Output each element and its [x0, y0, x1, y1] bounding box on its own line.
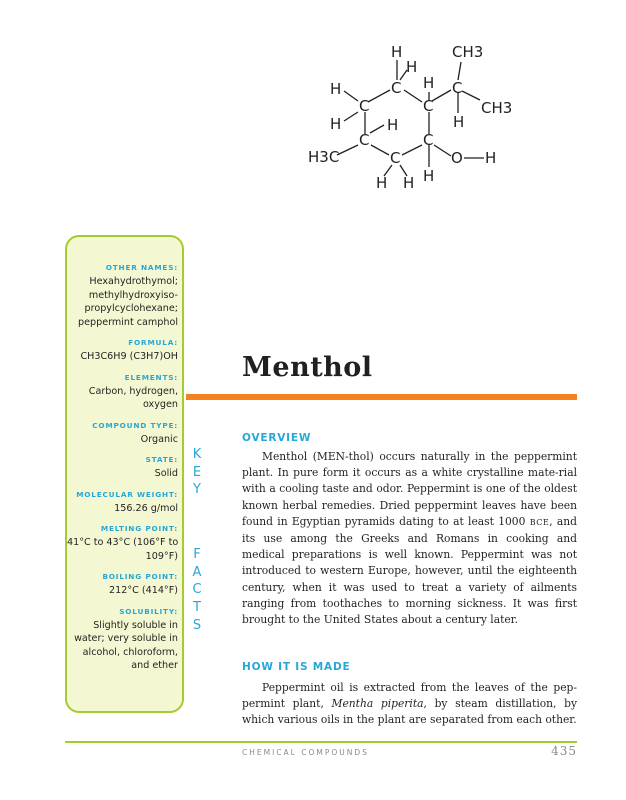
species-name: Mentha piperita — [331, 697, 424, 711]
atom-h: H — [406, 58, 418, 76]
bond — [432, 90, 451, 101]
fact-value-line: oxygen — [142, 399, 178, 410]
methyl-group-top: CH3 — [452, 43, 484, 61]
era-abbreviation: BCE — [529, 517, 550, 527]
fact-value — [67, 385, 178, 412]
atom-c: C — [391, 79, 402, 97]
bond — [344, 112, 358, 121]
fact-elements — [67, 373, 178, 412]
fact-value: 156.26 g/mol — [114, 502, 178, 514]
bond — [371, 145, 389, 155]
fact-other-names — [67, 263, 178, 329]
fact-value — [67, 275, 178, 329]
fact-formula — [67, 338, 178, 364]
fact-label: SOLUBILITY: — [119, 606, 178, 616]
fact-solubility — [67, 607, 178, 673]
atom-h: H — [330, 115, 342, 133]
atom-c: C — [423, 131, 434, 149]
bond — [458, 62, 461, 80]
fact-molecular-weight — [67, 490, 178, 516]
section-heading-overview: OVERVIEW — [242, 432, 312, 444]
overview-text: Menthol (MEN-thol) occurs naturally in the peppermint plant. In pure form it occurs as a white crystalline mate-rial with a cooling taste and odor. Peppermint is one of the oldest known herbal remedies. Dried peppermint leaves have been found in Egyptian pyramids dating to at least 1000 — [242, 450, 577, 528]
atom-c: C — [423, 97, 434, 115]
overview-paragraph — [242, 449, 577, 628]
bond — [337, 145, 358, 155]
atom-h: H — [453, 113, 465, 131]
fact-label: MELTING POINT: — [100, 524, 178, 533]
fact-state — [67, 455, 178, 481]
fact-value-line: Slightly soluble in — [93, 619, 178, 631]
bond — [370, 125, 384, 133]
fact-value-line: alcohol, chloroform, — [82, 646, 178, 658]
footer-divider — [65, 741, 577, 743]
fact-compound-type — [67, 421, 178, 447]
atom-h: H — [485, 149, 497, 167]
methyl-group-left: H3C — [308, 148, 340, 166]
atom-h: H — [423, 167, 435, 185]
fact-value-line: water; very soluble in — [74, 633, 178, 644]
key-facts-word: FACTS — [192, 546, 202, 633]
fact-value-line: and ether — [131, 660, 178, 671]
atom-h: H — [376, 174, 388, 192]
atom-c: C — [359, 131, 370, 149]
atom-c: C — [452, 79, 463, 97]
fact-label: BOILING POINT: — [102, 572, 178, 581]
fact-value-line: 109°F) — [145, 550, 178, 562]
fact-value-line: methylhydroxyiso- — [88, 289, 178, 301]
fact-label: FORMULA: — [128, 338, 178, 347]
fact-boiling-point — [67, 572, 178, 598]
fact-value: Solid — [154, 468, 178, 479]
fact-label: OTHER NAMES: — [105, 263, 178, 272]
bond — [344, 91, 358, 101]
fact-value-line: Hexahydrothymol; — [89, 276, 178, 287]
key-facts-vertical-label — [190, 428, 204, 653]
how-made-text: , by steam distillation, by which various oils in the plant are separated from each other. — [242, 697, 577, 727]
overview-text: , and its use among the Greeks and Romans in cooking and medical preparations is well known. Peppermint was not introduced to western Europe, however, until the eighteenth century, when it was used to treat a variety of ailments ranging from toothaches to morning sickness. It was first brought to the United States about a century later. — [242, 514, 577, 627]
fact-value: Organic — [140, 433, 178, 445]
fact-value-line: 41°C to 43°C (106°F to — [67, 537, 179, 548]
bond — [368, 90, 390, 102]
menthol-structure-diagram — [0, 0, 626, 200]
bond — [434, 145, 451, 156]
fact-label: ELEMENTS: — [124, 372, 178, 382]
bond — [402, 145, 422, 155]
key-facts-word: KEY — [192, 446, 202, 498]
fact-label: COMPOUND TYPE: — [92, 420, 178, 430]
fact-value — [67, 536, 178, 563]
methyl-group-right: CH3 — [481, 99, 513, 117]
atom-h: H — [330, 80, 342, 98]
atom-o: O — [451, 149, 463, 167]
atom-h: H — [391, 43, 403, 61]
key-facts-box — [65, 235, 184, 713]
page-number: 435 — [551, 744, 577, 758]
atom-c: C — [390, 149, 401, 167]
fact-value: 212°C (414°F) — [109, 585, 178, 596]
footer-book-title: CHEMICAL COMPOUNDS — [242, 748, 369, 757]
how-made-text: Peppermint oil is extracted from the leaves of the pep-permint plant, — [242, 681, 577, 711]
how-made-paragraph — [242, 680, 577, 729]
fact-melting-point — [67, 524, 178, 563]
fact-value-line: propylcyclohexane; — [84, 303, 178, 314]
bond — [404, 90, 422, 102]
page-title: Menthol — [242, 352, 373, 383]
bond — [462, 91, 480, 100]
fact-label: STATE: — [145, 455, 178, 464]
fact-value: CH3C6H9 (C3H7)OH — [80, 351, 178, 362]
fact-value — [67, 619, 178, 673]
atom-h: H — [423, 74, 435, 92]
atom-h: H — [387, 116, 399, 134]
section-heading-how-it-is-made: HOW IT IS MADE — [242, 661, 351, 673]
fact-value-line: peppermint camphol — [78, 316, 178, 328]
fact-label: MOLECULAR WEIGHT: — [76, 489, 178, 499]
atom-c: C — [359, 97, 370, 115]
fact-value-line: Carbon, hydrogen, — [88, 385, 178, 397]
title-divider — [186, 394, 577, 400]
atom-h: H — [403, 174, 415, 192]
